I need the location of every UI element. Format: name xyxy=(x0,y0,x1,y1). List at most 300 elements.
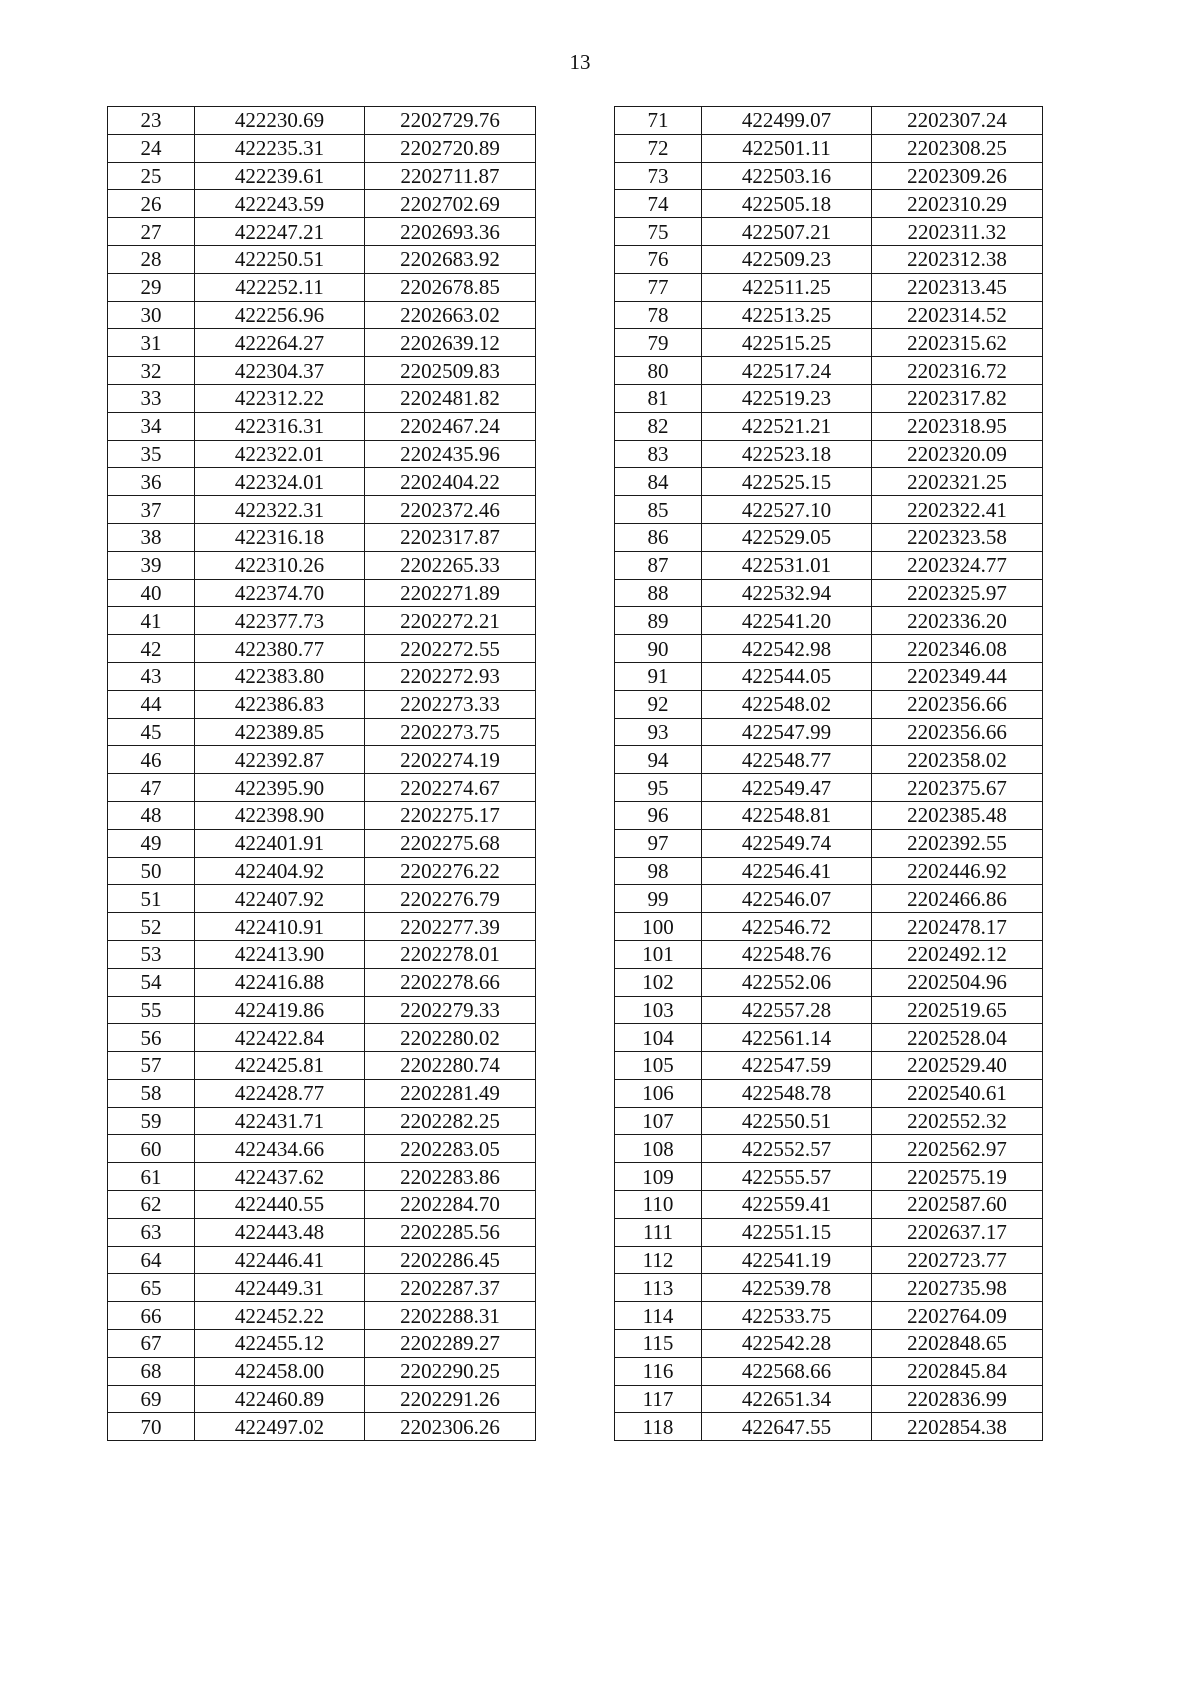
table-row xyxy=(615,1163,1043,1191)
point-number-cell: 46 xyxy=(108,746,195,774)
x-coordinate-cell: 422422.84 xyxy=(195,1024,365,1052)
y-coordinate-cell: 2202285.56 xyxy=(365,1218,536,1246)
table-row xyxy=(615,1246,1043,1274)
y-coordinate-cell: 2202356.66 xyxy=(872,690,1043,718)
x-coordinate-cell: 422440.55 xyxy=(195,1191,365,1219)
x-coordinate-cell: 422410.91 xyxy=(195,913,365,941)
y-coordinate-cell: 2202446.92 xyxy=(872,857,1043,885)
table-row xyxy=(615,412,1043,440)
y-coordinate-cell: 2202637.17 xyxy=(872,1218,1043,1246)
x-coordinate-cell: 422235.31 xyxy=(195,134,365,162)
x-coordinate-cell: 422501.11 xyxy=(702,134,872,162)
point-number-cell: 23 xyxy=(108,107,195,135)
y-coordinate-cell: 2202323.58 xyxy=(872,523,1043,551)
point-number-cell: 53 xyxy=(108,940,195,968)
point-number-cell: 102 xyxy=(615,968,702,996)
point-number-cell: 96 xyxy=(615,801,702,829)
point-number-cell: 101 xyxy=(615,940,702,968)
y-coordinate-cell: 2202271.89 xyxy=(365,579,536,607)
point-number-cell: 104 xyxy=(615,1024,702,1052)
point-number-cell: 57 xyxy=(108,1052,195,1080)
x-coordinate-cell: 422548.76 xyxy=(702,940,872,968)
table-row xyxy=(108,635,536,663)
x-coordinate-cell: 422322.31 xyxy=(195,496,365,524)
point-number-cell: 38 xyxy=(108,523,195,551)
x-coordinate-cell: 422230.69 xyxy=(195,107,365,135)
table-row xyxy=(108,162,536,190)
point-number-cell: 97 xyxy=(615,829,702,857)
y-coordinate-cell: 2202278.66 xyxy=(365,968,536,996)
point-number-cell: 59 xyxy=(108,1107,195,1135)
y-coordinate-cell: 2202306.26 xyxy=(365,1413,536,1441)
point-number-cell: 115 xyxy=(615,1330,702,1358)
x-coordinate-cell: 422455.12 xyxy=(195,1330,365,1358)
y-coordinate-cell: 2202309.26 xyxy=(872,162,1043,190)
table-row xyxy=(615,440,1043,468)
x-coordinate-cell: 422533.75 xyxy=(702,1302,872,1330)
y-coordinate-cell: 2202683.92 xyxy=(365,245,536,273)
y-coordinate-cell: 2202504.96 xyxy=(872,968,1043,996)
point-number-cell: 40 xyxy=(108,579,195,607)
y-coordinate-cell: 2202317.82 xyxy=(872,384,1043,412)
point-number-cell: 34 xyxy=(108,412,195,440)
point-number-cell: 32 xyxy=(108,357,195,385)
table-row xyxy=(615,885,1043,913)
x-coordinate-cell: 422651.34 xyxy=(702,1385,872,1413)
x-coordinate-cell: 422374.70 xyxy=(195,579,365,607)
table-row xyxy=(615,496,1043,524)
y-coordinate-cell: 2202372.46 xyxy=(365,496,536,524)
table-row xyxy=(108,551,536,579)
x-coordinate-cell: 422389.85 xyxy=(195,718,365,746)
x-coordinate-cell: 422252.11 xyxy=(195,273,365,301)
table-row xyxy=(108,1302,536,1330)
point-number-cell: 112 xyxy=(615,1246,702,1274)
table-row xyxy=(615,1218,1043,1246)
y-coordinate-cell: 2202663.02 xyxy=(365,301,536,329)
y-coordinate-cell: 2202845.84 xyxy=(872,1357,1043,1385)
x-coordinate-cell: 422548.78 xyxy=(702,1079,872,1107)
x-coordinate-cell: 422264.27 xyxy=(195,329,365,357)
y-coordinate-cell: 2202349.44 xyxy=(872,662,1043,690)
point-number-cell: 85 xyxy=(615,496,702,524)
table-row xyxy=(615,357,1043,385)
point-number-cell: 100 xyxy=(615,913,702,941)
table-row xyxy=(615,1302,1043,1330)
x-coordinate-cell: 422256.96 xyxy=(195,301,365,329)
point-number-cell: 51 xyxy=(108,885,195,913)
point-number-cell: 49 xyxy=(108,829,195,857)
point-number-cell: 89 xyxy=(615,607,702,635)
x-coordinate-cell: 422503.16 xyxy=(702,162,872,190)
y-coordinate-cell: 2202720.89 xyxy=(365,134,536,162)
x-coordinate-cell: 422304.37 xyxy=(195,357,365,385)
point-number-cell: 87 xyxy=(615,551,702,579)
table-row xyxy=(108,523,536,551)
table-row xyxy=(108,774,536,802)
point-number-cell: 105 xyxy=(615,1052,702,1080)
x-coordinate-cell: 422243.59 xyxy=(195,190,365,218)
x-coordinate-cell: 422527.10 xyxy=(702,496,872,524)
table-row xyxy=(108,1218,536,1246)
x-coordinate-cell: 422497.02 xyxy=(195,1413,365,1441)
x-coordinate-cell: 422460.89 xyxy=(195,1385,365,1413)
x-coordinate-cell: 422316.31 xyxy=(195,412,365,440)
table-row xyxy=(108,607,536,635)
table-row xyxy=(615,107,1043,135)
y-coordinate-cell: 2202278.01 xyxy=(365,940,536,968)
y-coordinate-cell: 2202492.12 xyxy=(872,940,1043,968)
x-coordinate-cell: 422499.07 xyxy=(702,107,872,135)
point-number-cell: 43 xyxy=(108,662,195,690)
x-coordinate-cell: 422541.19 xyxy=(702,1246,872,1274)
x-coordinate-cell: 422401.91 xyxy=(195,829,365,857)
y-coordinate-cell: 2202854.38 xyxy=(872,1413,1043,1441)
point-number-cell: 26 xyxy=(108,190,195,218)
y-coordinate-cell: 2202702.69 xyxy=(365,190,536,218)
y-coordinate-cell: 2202519.65 xyxy=(872,996,1043,1024)
y-coordinate-cell: 2202321.25 xyxy=(872,468,1043,496)
x-coordinate-cell: 422507.21 xyxy=(702,218,872,246)
x-coordinate-cell: 422316.18 xyxy=(195,523,365,551)
point-number-cell: 36 xyxy=(108,468,195,496)
table-row xyxy=(108,245,536,273)
table-row xyxy=(108,1246,536,1274)
y-coordinate-cell: 2202562.97 xyxy=(872,1135,1043,1163)
y-coordinate-cell: 2202729.76 xyxy=(365,107,536,135)
table-row xyxy=(108,329,536,357)
table-row xyxy=(615,857,1043,885)
point-number-cell: 114 xyxy=(615,1302,702,1330)
table-row xyxy=(615,162,1043,190)
x-coordinate-cell: 422452.22 xyxy=(195,1302,365,1330)
point-number-cell: 54 xyxy=(108,968,195,996)
table-row xyxy=(615,273,1043,301)
table-row xyxy=(108,1163,536,1191)
table-row xyxy=(108,134,536,162)
point-number-cell: 63 xyxy=(108,1218,195,1246)
y-coordinate-cell: 2202552.32 xyxy=(872,1107,1043,1135)
y-coordinate-cell: 2202277.39 xyxy=(365,913,536,941)
x-coordinate-cell: 422541.20 xyxy=(702,607,872,635)
table-row xyxy=(108,468,536,496)
table-row xyxy=(615,468,1043,496)
x-coordinate-cell: 422446.41 xyxy=(195,1246,365,1274)
point-number-cell: 81 xyxy=(615,384,702,412)
point-number-cell: 83 xyxy=(615,440,702,468)
coordinates-table-left xyxy=(107,106,536,1441)
y-coordinate-cell: 2202836.99 xyxy=(872,1385,1043,1413)
point-number-cell: 76 xyxy=(615,245,702,273)
table-row xyxy=(108,996,536,1024)
x-coordinate-cell: 422398.90 xyxy=(195,801,365,829)
x-coordinate-cell: 422529.05 xyxy=(702,523,872,551)
x-coordinate-cell: 422548.81 xyxy=(702,801,872,829)
point-number-cell: 95 xyxy=(615,774,702,802)
table-row xyxy=(108,1079,536,1107)
y-coordinate-cell: 2202735.98 xyxy=(872,1274,1043,1302)
y-coordinate-cell: 2202324.77 xyxy=(872,551,1043,579)
point-number-cell: 66 xyxy=(108,1302,195,1330)
x-coordinate-cell: 422395.90 xyxy=(195,774,365,802)
table-row xyxy=(615,913,1043,941)
y-coordinate-cell: 2202290.25 xyxy=(365,1357,536,1385)
y-coordinate-cell: 2202639.12 xyxy=(365,329,536,357)
x-coordinate-cell: 422548.02 xyxy=(702,690,872,718)
table-row xyxy=(615,301,1043,329)
x-coordinate-cell: 422561.14 xyxy=(702,1024,872,1052)
y-coordinate-cell: 2202280.74 xyxy=(365,1052,536,1080)
table-row xyxy=(108,690,536,718)
y-coordinate-cell: 2202310.29 xyxy=(872,190,1043,218)
y-coordinate-cell: 2202509.83 xyxy=(365,357,536,385)
y-coordinate-cell: 2202540.61 xyxy=(872,1079,1043,1107)
y-coordinate-cell: 2202356.66 xyxy=(872,718,1043,746)
y-coordinate-cell: 2202315.62 xyxy=(872,329,1043,357)
point-number-cell: 116 xyxy=(615,1357,702,1385)
x-coordinate-cell: 422413.90 xyxy=(195,940,365,968)
x-coordinate-cell: 422550.51 xyxy=(702,1107,872,1135)
x-coordinate-cell: 422380.77 xyxy=(195,635,365,663)
x-coordinate-cell: 422312.22 xyxy=(195,384,365,412)
x-coordinate-cell: 422559.41 xyxy=(702,1191,872,1219)
x-coordinate-cell: 422383.80 xyxy=(195,662,365,690)
table-row xyxy=(108,273,536,301)
point-number-cell: 107 xyxy=(615,1107,702,1135)
point-number-cell: 109 xyxy=(615,1163,702,1191)
table-row xyxy=(615,218,1043,246)
point-number-cell: 110 xyxy=(615,1191,702,1219)
y-coordinate-cell: 2202311.32 xyxy=(872,218,1043,246)
y-coordinate-cell: 2202529.40 xyxy=(872,1052,1043,1080)
x-coordinate-cell: 422548.77 xyxy=(702,746,872,774)
y-coordinate-cell: 2202336.20 xyxy=(872,607,1043,635)
table-row xyxy=(108,190,536,218)
y-coordinate-cell: 2202273.75 xyxy=(365,718,536,746)
point-number-cell: 72 xyxy=(615,134,702,162)
x-coordinate-cell: 422419.86 xyxy=(195,996,365,1024)
table-row xyxy=(108,107,536,135)
table-row xyxy=(108,301,536,329)
table-row xyxy=(615,607,1043,635)
point-number-cell: 117 xyxy=(615,1385,702,1413)
table-row xyxy=(615,1357,1043,1385)
x-coordinate-cell: 422568.66 xyxy=(702,1357,872,1385)
x-coordinate-cell: 422552.06 xyxy=(702,968,872,996)
table-row xyxy=(615,940,1043,968)
y-coordinate-cell: 2202313.45 xyxy=(872,273,1043,301)
y-coordinate-cell: 2202312.38 xyxy=(872,245,1043,273)
y-coordinate-cell: 2202575.19 xyxy=(872,1163,1043,1191)
x-coordinate-cell: 422549.74 xyxy=(702,829,872,857)
table-row xyxy=(108,1385,536,1413)
x-coordinate-cell: 422505.18 xyxy=(702,190,872,218)
point-number-cell: 82 xyxy=(615,412,702,440)
point-number-cell: 75 xyxy=(615,218,702,246)
table-row xyxy=(108,662,536,690)
x-coordinate-cell: 422542.98 xyxy=(702,635,872,663)
point-number-cell: 103 xyxy=(615,996,702,1024)
x-coordinate-cell: 422443.48 xyxy=(195,1218,365,1246)
point-number-cell: 45 xyxy=(108,718,195,746)
y-coordinate-cell: 2202287.37 xyxy=(365,1274,536,1302)
x-coordinate-cell: 422552.57 xyxy=(702,1135,872,1163)
point-number-cell: 25 xyxy=(108,162,195,190)
table-row xyxy=(615,1107,1043,1135)
table-row xyxy=(615,1330,1043,1358)
table-row xyxy=(615,551,1043,579)
point-number-cell: 77 xyxy=(615,273,702,301)
table-row xyxy=(108,1191,536,1219)
y-coordinate-cell: 2202764.09 xyxy=(872,1302,1043,1330)
x-coordinate-cell: 422449.31 xyxy=(195,1274,365,1302)
y-coordinate-cell: 2202286.45 xyxy=(365,1246,536,1274)
point-number-cell: 41 xyxy=(108,607,195,635)
table-row xyxy=(615,1024,1043,1052)
point-number-cell: 93 xyxy=(615,718,702,746)
point-number-cell: 61 xyxy=(108,1163,195,1191)
y-coordinate-cell: 2202346.08 xyxy=(872,635,1043,663)
x-coordinate-cell: 422519.23 xyxy=(702,384,872,412)
x-coordinate-cell: 422531.01 xyxy=(702,551,872,579)
table-row xyxy=(615,190,1043,218)
y-coordinate-cell: 2202467.24 xyxy=(365,412,536,440)
y-coordinate-cell: 2202314.52 xyxy=(872,301,1043,329)
table-row xyxy=(108,218,536,246)
table-row xyxy=(615,662,1043,690)
y-coordinate-cell: 2202283.05 xyxy=(365,1135,536,1163)
y-coordinate-cell: 2202435.96 xyxy=(365,440,536,468)
y-coordinate-cell: 2202284.70 xyxy=(365,1191,536,1219)
point-number-cell: 74 xyxy=(615,190,702,218)
table-row xyxy=(615,774,1043,802)
y-coordinate-cell: 2202272.93 xyxy=(365,662,536,690)
y-coordinate-cell: 2202466.86 xyxy=(872,885,1043,913)
table-row xyxy=(108,357,536,385)
point-number-cell: 78 xyxy=(615,301,702,329)
table-row xyxy=(108,384,536,412)
x-coordinate-cell: 422377.73 xyxy=(195,607,365,635)
y-coordinate-cell: 2202317.87 xyxy=(365,523,536,551)
y-coordinate-cell: 2202711.87 xyxy=(365,162,536,190)
x-coordinate-cell: 422509.23 xyxy=(702,245,872,273)
y-coordinate-cell: 2202478.17 xyxy=(872,913,1043,941)
x-coordinate-cell: 422437.62 xyxy=(195,1163,365,1191)
point-number-cell: 98 xyxy=(615,857,702,885)
x-coordinate-cell: 422416.88 xyxy=(195,968,365,996)
point-number-cell: 80 xyxy=(615,357,702,385)
table-row xyxy=(615,1191,1043,1219)
y-coordinate-cell: 2202481.82 xyxy=(365,384,536,412)
x-coordinate-cell: 422247.21 xyxy=(195,218,365,246)
y-coordinate-cell: 2202273.33 xyxy=(365,690,536,718)
x-coordinate-cell: 422523.18 xyxy=(702,440,872,468)
page-number: 13 xyxy=(569,50,591,74)
y-coordinate-cell: 2202318.95 xyxy=(872,412,1043,440)
y-coordinate-cell: 2202276.22 xyxy=(365,857,536,885)
table-row xyxy=(615,829,1043,857)
point-number-cell: 30 xyxy=(108,301,195,329)
point-number-cell: 37 xyxy=(108,496,195,524)
y-coordinate-cell: 2202308.25 xyxy=(872,134,1043,162)
x-coordinate-cell: 422546.72 xyxy=(702,913,872,941)
y-coordinate-cell: 2202283.86 xyxy=(365,1163,536,1191)
x-coordinate-cell: 422239.61 xyxy=(195,162,365,190)
table-row xyxy=(108,968,536,996)
x-coordinate-cell: 422324.01 xyxy=(195,468,365,496)
table-row xyxy=(108,496,536,524)
y-coordinate-cell: 2202265.33 xyxy=(365,551,536,579)
y-coordinate-cell: 2202358.02 xyxy=(872,746,1043,774)
x-coordinate-cell: 422517.24 xyxy=(702,357,872,385)
table-row xyxy=(615,1079,1043,1107)
x-coordinate-cell: 422546.41 xyxy=(702,857,872,885)
y-coordinate-cell: 2202587.60 xyxy=(872,1191,1043,1219)
x-coordinate-cell: 422521.21 xyxy=(702,412,872,440)
y-coordinate-cell: 2202280.02 xyxy=(365,1024,536,1052)
point-number-cell: 33 xyxy=(108,384,195,412)
x-coordinate-cell: 422557.28 xyxy=(702,996,872,1024)
point-number-cell: 71 xyxy=(615,107,702,135)
point-number-cell: 92 xyxy=(615,690,702,718)
x-coordinate-cell: 422539.78 xyxy=(702,1274,872,1302)
x-coordinate-cell: 422322.01 xyxy=(195,440,365,468)
table-row xyxy=(108,440,536,468)
table-row xyxy=(615,1385,1043,1413)
table-row xyxy=(615,523,1043,551)
point-number-cell: 111 xyxy=(615,1218,702,1246)
x-coordinate-cell: 422647.55 xyxy=(702,1413,872,1441)
table-row xyxy=(108,1135,536,1163)
table-row xyxy=(615,1135,1043,1163)
table-row xyxy=(615,635,1043,663)
table-row xyxy=(615,1274,1043,1302)
y-coordinate-cell: 2202275.17 xyxy=(365,801,536,829)
point-number-cell: 56 xyxy=(108,1024,195,1052)
table-row xyxy=(108,913,536,941)
y-coordinate-cell: 2202322.41 xyxy=(872,496,1043,524)
y-coordinate-cell: 2202723.77 xyxy=(872,1246,1043,1274)
table-row xyxy=(108,1024,536,1052)
x-coordinate-cell: 422544.05 xyxy=(702,662,872,690)
y-coordinate-cell: 2202274.67 xyxy=(365,774,536,802)
y-coordinate-cell: 2202392.55 xyxy=(872,829,1043,857)
x-coordinate-cell: 422310.26 xyxy=(195,551,365,579)
x-coordinate-cell: 422428.77 xyxy=(195,1079,365,1107)
table-row xyxy=(108,579,536,607)
table-row xyxy=(108,746,536,774)
point-number-cell: 73 xyxy=(615,162,702,190)
x-coordinate-cell: 422513.25 xyxy=(702,301,872,329)
y-coordinate-cell: 2202281.49 xyxy=(365,1079,536,1107)
y-coordinate-cell: 2202279.33 xyxy=(365,996,536,1024)
table-row xyxy=(615,384,1043,412)
table-row xyxy=(108,885,536,913)
y-coordinate-cell: 2202375.67 xyxy=(872,774,1043,802)
table-row xyxy=(615,690,1043,718)
y-coordinate-cell: 2202272.21 xyxy=(365,607,536,635)
table-row xyxy=(108,718,536,746)
point-number-cell: 84 xyxy=(615,468,702,496)
table-row xyxy=(108,801,536,829)
point-number-cell: 31 xyxy=(108,329,195,357)
x-coordinate-cell: 422386.83 xyxy=(195,690,365,718)
y-coordinate-cell: 2202272.55 xyxy=(365,635,536,663)
table-row xyxy=(108,1274,536,1302)
point-number-cell: 67 xyxy=(108,1330,195,1358)
x-coordinate-cell: 422555.57 xyxy=(702,1163,872,1191)
y-coordinate-cell: 2202274.19 xyxy=(365,746,536,774)
